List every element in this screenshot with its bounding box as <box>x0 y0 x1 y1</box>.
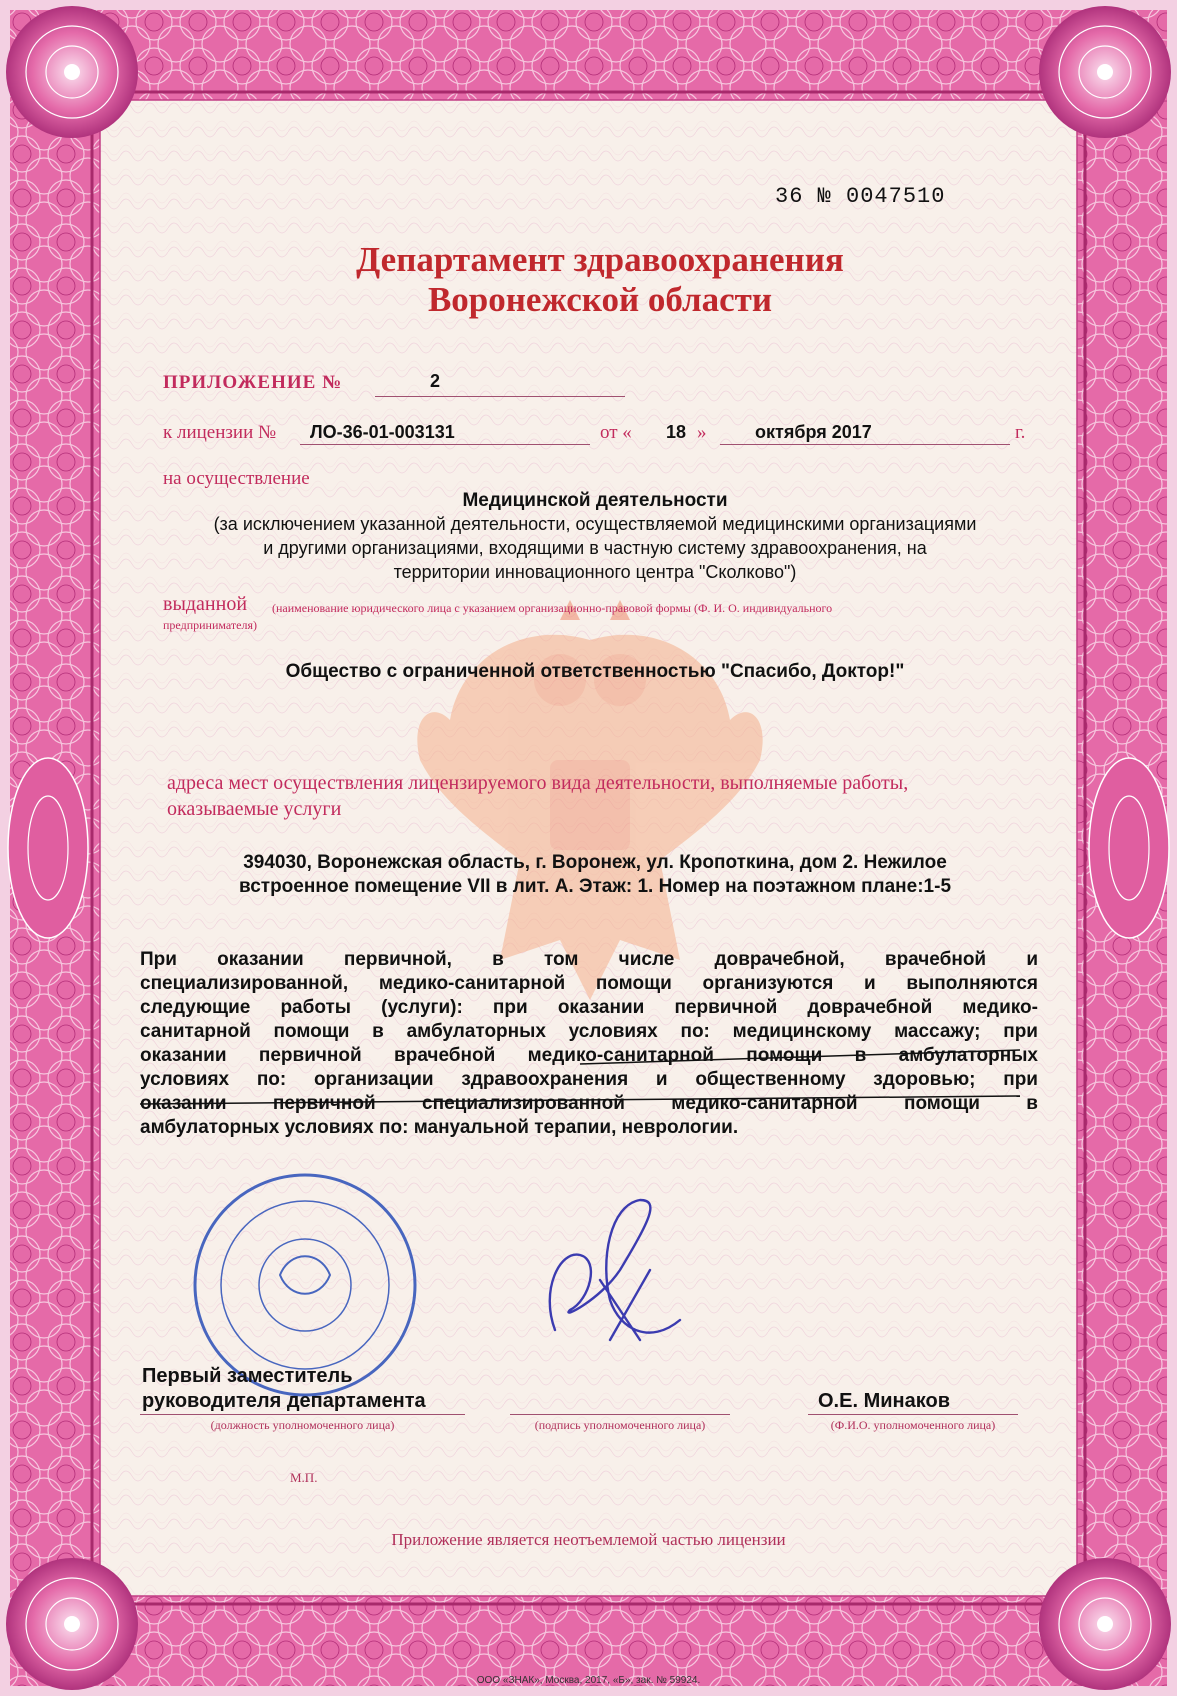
services-paragraph <box>140 948 1038 1140</box>
seal-place-label: М.П. <box>290 1470 318 1485</box>
department-title-line1: Департамент здравоохранения <box>356 240 844 279</box>
activity-description-line3: территории инновационного центра "Сколково") <box>393 562 797 582</box>
services-line: следующие работы (услуги): при оказании первичной доврачебной медико- <box>140 997 1038 1018</box>
address-line1: 394030, Воронежская область, г. Воронеж, ул. Кропоткина, дом 2. Нежилое <box>243 852 947 873</box>
position-caption: (должность уполномоченного лица) <box>210 1418 395 1432</box>
department-title-line2: Воронежской области <box>427 280 773 319</box>
license-number: ЛО-36-01-003131 <box>310 422 455 442</box>
license-label: к лицензии № <box>163 422 277 443</box>
issued-label: выданной <box>163 593 248 615</box>
services-line: оказании первичной специализированной медико-санитарной помощи в <box>140 1093 1038 1114</box>
services-line: При оказании первичной, в том числе доврачебной, врачебной и <box>140 949 1038 970</box>
services-line: условиях по: организации здравоохранения и общественному здоровью; при <box>140 1069 1038 1090</box>
issued-hint-line2: предпринимателя) <box>163 618 257 632</box>
organization-name: Общество с ограниченной ответственностью "Спасибо, Доктор!" <box>285 661 905 682</box>
license-day: 18 <box>666 422 687 442</box>
corner-rosette-icon <box>1039 6 1171 138</box>
services-line: санитарной помощи в амбулаторных условиях по: медицинскому массажу; при <box>140 1021 1038 1042</box>
appendix-label: ПРИЛОЖЕНИЕ № <box>163 372 343 393</box>
serial-number: 36 № 0047510 <box>775 184 946 209</box>
services-line: специализированной, медико-санитарной помощи организуются и выполняются <box>140 973 1038 994</box>
services-line: оказании первичной врачебной медико-санитарной помощи в амбулаторных <box>140 1045 1038 1066</box>
issued-hint-line1: (наименование юридического лица с указанием организационно-правовой формы (Ф. И. О. индивидуального <box>272 601 833 615</box>
corner-rosette-icon <box>6 6 138 138</box>
name-caption: (Ф.И.О. уполномоченного лица) <box>830 1418 996 1432</box>
addresses-label-line1: адреса мест осуществления лицензируемого вида деятельности, выполняемые работы, <box>167 772 909 794</box>
activity-label: на осуществление <box>163 468 310 489</box>
footer-note: Приложение является неотъемлемой частью лицензии <box>391 1530 786 1549</box>
activity-description-line1: (за исключением указанной деятельности, осуществляемой медицинскими организациями <box>213 514 977 534</box>
printer-imprint: ООО «ЗНАК», Москва, 2017, «Б», зак. № 59924. <box>476 1675 701 1686</box>
signatory-position-line1: Первый заместитель <box>142 1365 353 1387</box>
address-line2: встроенное помещение VII в лит. А. Этаж: 1. Номер на поэтажном плане:1-5 <box>238 876 952 897</box>
corner-rosette-icon <box>6 1558 138 1690</box>
corner-rosette-icon <box>1039 1558 1171 1690</box>
appendix-number: 2 <box>430 371 441 391</box>
date-from-label: от « <box>600 422 632 443</box>
year-suffix: г. <box>1015 422 1026 443</box>
activity-title: Медицинской деятельности <box>462 490 728 511</box>
side-medallion-icon <box>1089 758 1169 938</box>
date-close-quote: » <box>697 422 707 443</box>
services-last-line: амбулаторных условиях по: мануальной терапии, неврологии. <box>140 1117 739 1138</box>
signatory-name: О.Е. Минаков <box>818 1390 950 1412</box>
activity-description-line2: и другими организациями, входящими в частную систему здравоохранения, на <box>263 538 927 558</box>
addresses-label-line2: оказываемые услуги <box>167 798 342 820</box>
signature-caption: (подпись уполномоченного лица) <box>534 1418 706 1432</box>
license-month-year: октября 2017 <box>755 422 872 442</box>
signatory-position-line2: руководителя департамента <box>142 1390 426 1412</box>
side-medallion-icon <box>8 758 88 938</box>
